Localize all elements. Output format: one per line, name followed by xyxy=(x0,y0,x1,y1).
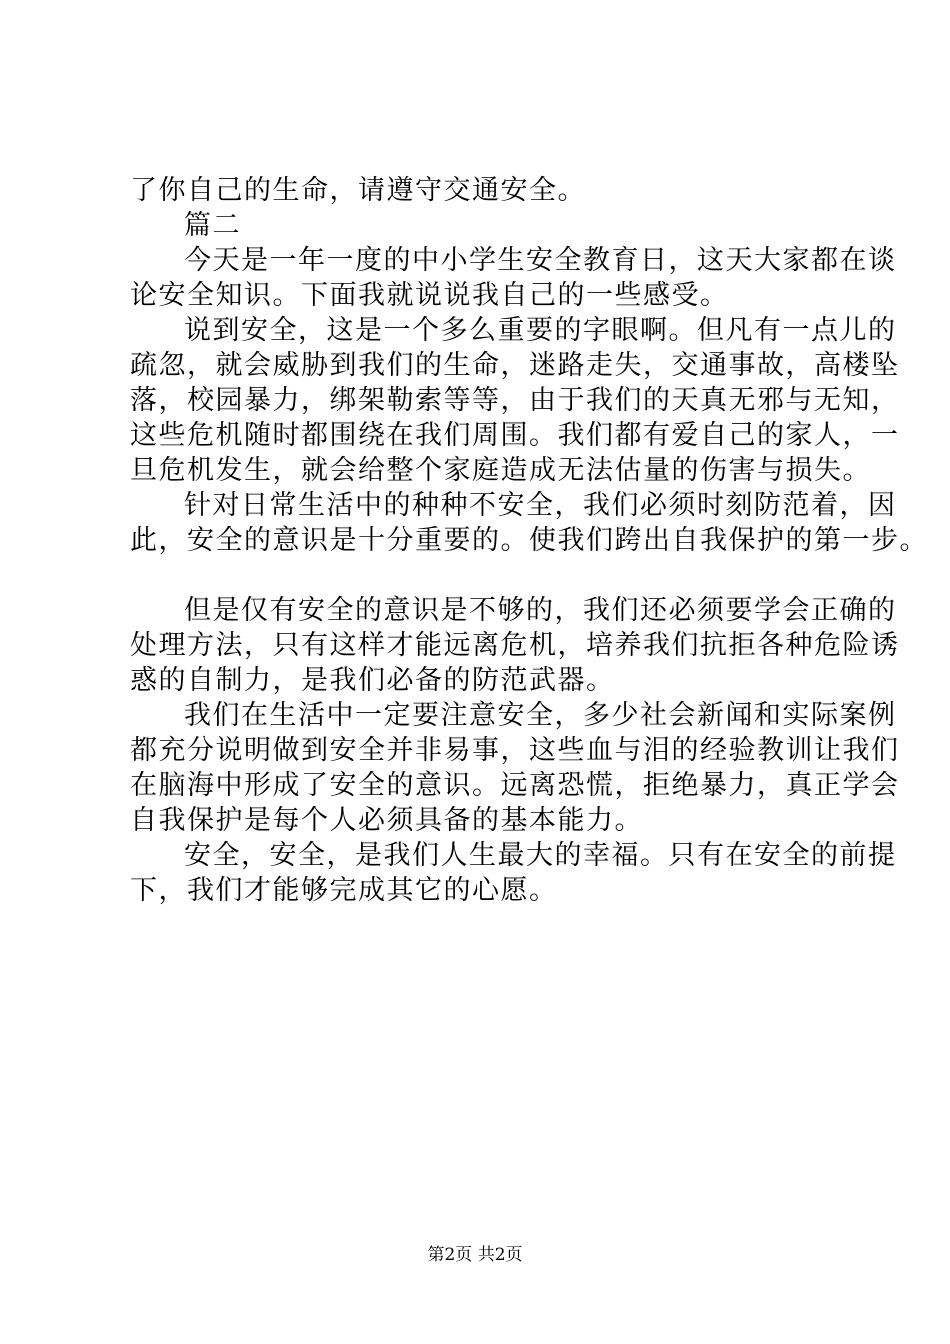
paragraph-2-line-5: 旦危机发生，就会给整个家庭造成无法估量的伤害与损失。 xyxy=(130,455,871,486)
paragraph-4-line-1: 但是仅有安全的意识是不够的，我们还必须要学会正确的 xyxy=(184,595,897,626)
paragraph-5-line-2: 都充分说明做到安全并非易事，这些血与泪的经验教训让我们 xyxy=(130,735,900,766)
paragraph-1-line-2: 论安全知识。下面我就说说我自己的一些感受。 xyxy=(130,280,729,311)
section-heading: 篇二 xyxy=(184,210,241,241)
paragraph-4-line-2: 处理方法，只有这样才能远离危机，培养我们抗拒各种危险诱 xyxy=(130,630,900,661)
paragraph-2-line-2: 疏忽，就会威胁到我们的生命，迷路走失，交通事故，高楼坠 xyxy=(130,350,900,381)
paragraph-3-line-1: 针对日常生活中的种种不安全，我们必须时刻防范着，因 xyxy=(184,490,897,521)
paragraph-2-line-1: 说到安全，这是一个多么重要的字眼啊。但凡有一点儿的 xyxy=(184,315,897,346)
paragraph-6-line-1: 安全，安全，是我们人生最大的幸福。只有在安全的前提 xyxy=(184,840,897,871)
paragraph-2-line-3: 落，校园暴力，绑架勒索等等，由于我们的天真无邪与无知， xyxy=(130,385,900,416)
paragraph-5-line-3: 在脑海中形成了安全的意识。远离恐慌，拒绝暴力，真正学会 xyxy=(130,770,900,801)
paragraph-5-line-4: 自我保护是每个人必须具备的基本能力。 xyxy=(130,805,643,836)
paragraph-3-line-2: 此，安全的意识是十分重要的。使我们跨出自我保护的第一步。 xyxy=(130,525,928,556)
paragraph-6-line-2: 下，我们才能够完成其它的心愿。 xyxy=(130,875,558,906)
paragraph-4-line-3: 惑的自制力，是我们必备的防范武器。 xyxy=(130,665,615,696)
paragraph-5-line-1: 我们在生活中一定要注意安全，多少社会新闻和实际案例 xyxy=(184,700,897,731)
page-number-footer: 第2页 共2页 xyxy=(427,1245,523,1265)
paragraph-1-line-1: 今天是一年一度的中小学生安全教育日，这天大家都在谈 xyxy=(184,245,897,276)
paragraph-2-line-4: 这些危机随时都围绕在我们周围。我们都有爱自己的家人，一 xyxy=(130,420,900,451)
text-line-continuation: 了你自己的生命，请遵守交通安全。 xyxy=(130,175,586,206)
